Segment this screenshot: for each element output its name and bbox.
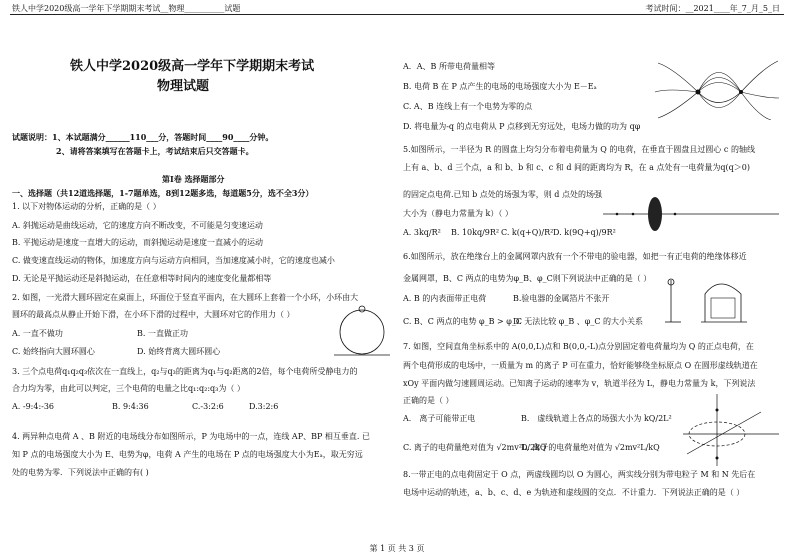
q6-option-b: B.验电器的金属箔片不张开 [513, 294, 610, 303]
question-4-cont2: 处的电势为零．下列说法中正确的有( ) [12, 468, 149, 477]
part-heading: 第Ⅰ卷 选择题部分 [162, 174, 225, 184]
question-5-cont3: 大小为（静电力常量为 k）（ ） [403, 209, 513, 218]
question-2: 2. 如图，一光滑大圆环固定在桌面上，环面位于竖直平面内，在大圆环上套着一个小环，小环由大 [12, 293, 359, 302]
section-heading: 一、选择题（共12道选择题，1-7题单选，8到12题多选，每道题5分，选不全3分） [12, 188, 314, 198]
q2-option-b: B. 一直做正功 [137, 329, 188, 338]
question-5: 5.如图所示，一半径为 R 的圆盘上均匀分布着电荷量为 Q 的电荷，在垂直于圆盘且过圆心 c 的轴线 [403, 145, 755, 154]
question-6-cont: 金属网罩，B、C 两点的电势为φ_B、φ_C则下列说法中正确的是（ ） [403, 274, 652, 283]
q5-option-d: D. k(9Q+q)/9R² [553, 228, 616, 237]
q1-option-d: D. 无论是平抛运动还是斜抛运动，在任意相等时间内的速度变化量都相等 [12, 274, 272, 283]
page-footer: 第 1 页 共 3 页 [369, 544, 425, 553]
q2-option-a: A. 一直不做功 [12, 329, 63, 338]
instructions-1: 试题说明：1、本试题满分______110___分，答题时间____90____分钟。 [12, 132, 274, 142]
q7-option-c: C. 离子的电荷量绝对值为 √2mv²L/2kQ [403, 443, 547, 452]
question-5-cont2: 的固定点电荷.已知 b 点处的场强为零，则 d 点处的场强 [403, 190, 602, 199]
q6-option-c: C. B、C 两点的电势 φ_B > φ_C [403, 317, 522, 326]
q4-option-a: A．A、B 所带电荷量相等 [403, 62, 495, 71]
q3-option-b: B. 9:4:36 [112, 402, 149, 411]
coordinate-figure [681, 392, 781, 468]
q5-option-a: A. 3kq/R² [403, 228, 441, 237]
q6-option-a: A. B 的内表面带正电荷 [403, 294, 487, 303]
exam-subtitle: 物理试题 [157, 79, 210, 94]
ring-figure [330, 302, 394, 360]
q3-option-a: A. -9:4:-36 [12, 402, 55, 411]
q4-option-c: C. A、B 连线上有一个电势为零的点 [403, 102, 533, 111]
q5-option-c: C. k(q+Q)/R² [501, 228, 554, 237]
header-right: 考试时间：__2021____年_7_月_5_日 [645, 4, 780, 13]
question-5-cont: 上有 a、b、d 三个点，a 和 b、b 和 c、c 和 d 间的距离均为 R，在 a 点处有一电荷量为q(q＞0) [403, 163, 750, 172]
exam-title: 铁人中学2020级高一学年下学期期末考试 [70, 59, 315, 74]
q2-option-c: C. 始终指向大圆环圆心 [12, 347, 95, 356]
header-rule [10, 14, 784, 15]
q1-option-a: A. 斜抛运动是曲线运动，它的速度方向不断改变，不可能是匀变速运动 [12, 221, 263, 230]
question-8: 8.一带正电的点电荷固定于 O 点，两虚线圆均以 O 为圆心，两实线分别为带电粒子 M 和 N 先后在 [403, 470, 756, 479]
q4-option-b: B. 电荷 B 在 P 点产生的电场的电场强度大小为 E－Eₐ [403, 82, 597, 91]
q1-option-b: B. 平抛运动是速度一直增大的运动，而斜抛运动是速度一直减小的运动 [12, 238, 263, 247]
header-left: 铁人中学2020级高一学年下学期期末考试__物理__________试题 [12, 4, 241, 13]
metal-mesh-figure [665, 274, 783, 326]
instructions-2: 2、请将答案填写在答题卡上，考试结束后只交答题卡。 [56, 146, 254, 156]
q2-option-d: D. 始终背离大圆环圆心 [137, 347, 221, 356]
question-4: 4. 两异种点电荷 A 、B 附近的电场线分布如图所示，P 为电场中的一点，连线 AP、BP 相互垂直. 已 [12, 432, 370, 441]
question-1: 1. 以下对物体运动的分析，正确的是（ ） [12, 202, 161, 211]
question-7-cont2: xOy 平面内做匀速圆周运动。已知离子运动的速率为 v，轨道半径为 L，静电力常量为 k，下列说法 [403, 379, 756, 388]
q7-option-b: B． 虚线轨道上各点的场强大小为 kQ/2L² [521, 414, 672, 423]
q4-option-d: D. 将电量为-q 的点电荷从 P 点移到无穷远处，电场力做的功为 qφ [403, 122, 641, 131]
disk-axis-figure [603, 196, 783, 236]
q7-option-d: D. 离子的电荷量绝对值为 √2mv²L/kQ [521, 443, 660, 452]
q6-option-d: D. 无法比较 φ_B 、φ_C 的大小关系 [513, 317, 644, 326]
question-4-cont: 知 P 点的电场强度大小为 E、电势为φ，电荷 A 产生的电场在 P 点的电场强度大小为Eₐ，取无穷远 [12, 450, 363, 459]
field-lines-figure [653, 58, 783, 120]
q7-option-a: A． 离子可能带正电 [403, 414, 476, 423]
question-3-cont: 合力均为零，由此可以判定，三个电荷的电量之比q₁:q₂:q₃为（ ） [12, 384, 245, 393]
question-8-cont: 电场中运动的轨迹，a、b、c、d、e 为轨迹和虚线圆的交点．不计重力．下列说法正确的是（ ） [403, 488, 745, 497]
question-6: 6.如图所示，放在绝缘台上的金属网罩内放有一个不带电的验电器，如把一有正电荷的绝缘体移近 [403, 252, 747, 261]
q1-option-c: C. 做变速直线运动的物体，加速度方向与运动方向相同，当加速度减小时，它的速度也减小 [12, 256, 335, 265]
q5-option-b: B. 10kq/9R² [451, 228, 500, 237]
question-7-cont: 两个电荷形成的电场中，一质量为 m 的离子 P 可在重力，恰好能够绕坐标原点 O 在圆形虚线轨道在 [403, 361, 758, 370]
question-7-cont3: 正确的是（ ） [403, 396, 454, 405]
question-2-cont: 圆环的最高点从静止开始下滑，在小环下滑的过程中，大圆环对它的作用力（ ） [12, 310, 295, 319]
q3-option-c: C.-3:2:6 [192, 402, 224, 411]
question-3: 3. 三个点电荷q₁q₂q₃依次在一直线上，q₂与q₃的距离为q₁与q₂距离的2倍，每个电荷所受静电力的 [12, 367, 358, 376]
q3-option-d: D.3:2:6 [249, 402, 279, 411]
question-7: 7. 如图，空间直角坐标系中的 A(0,0,L)点和 B(0,0,-L)点分别固定着电荷量均为 Q 的正点电荷，在 [403, 342, 754, 351]
